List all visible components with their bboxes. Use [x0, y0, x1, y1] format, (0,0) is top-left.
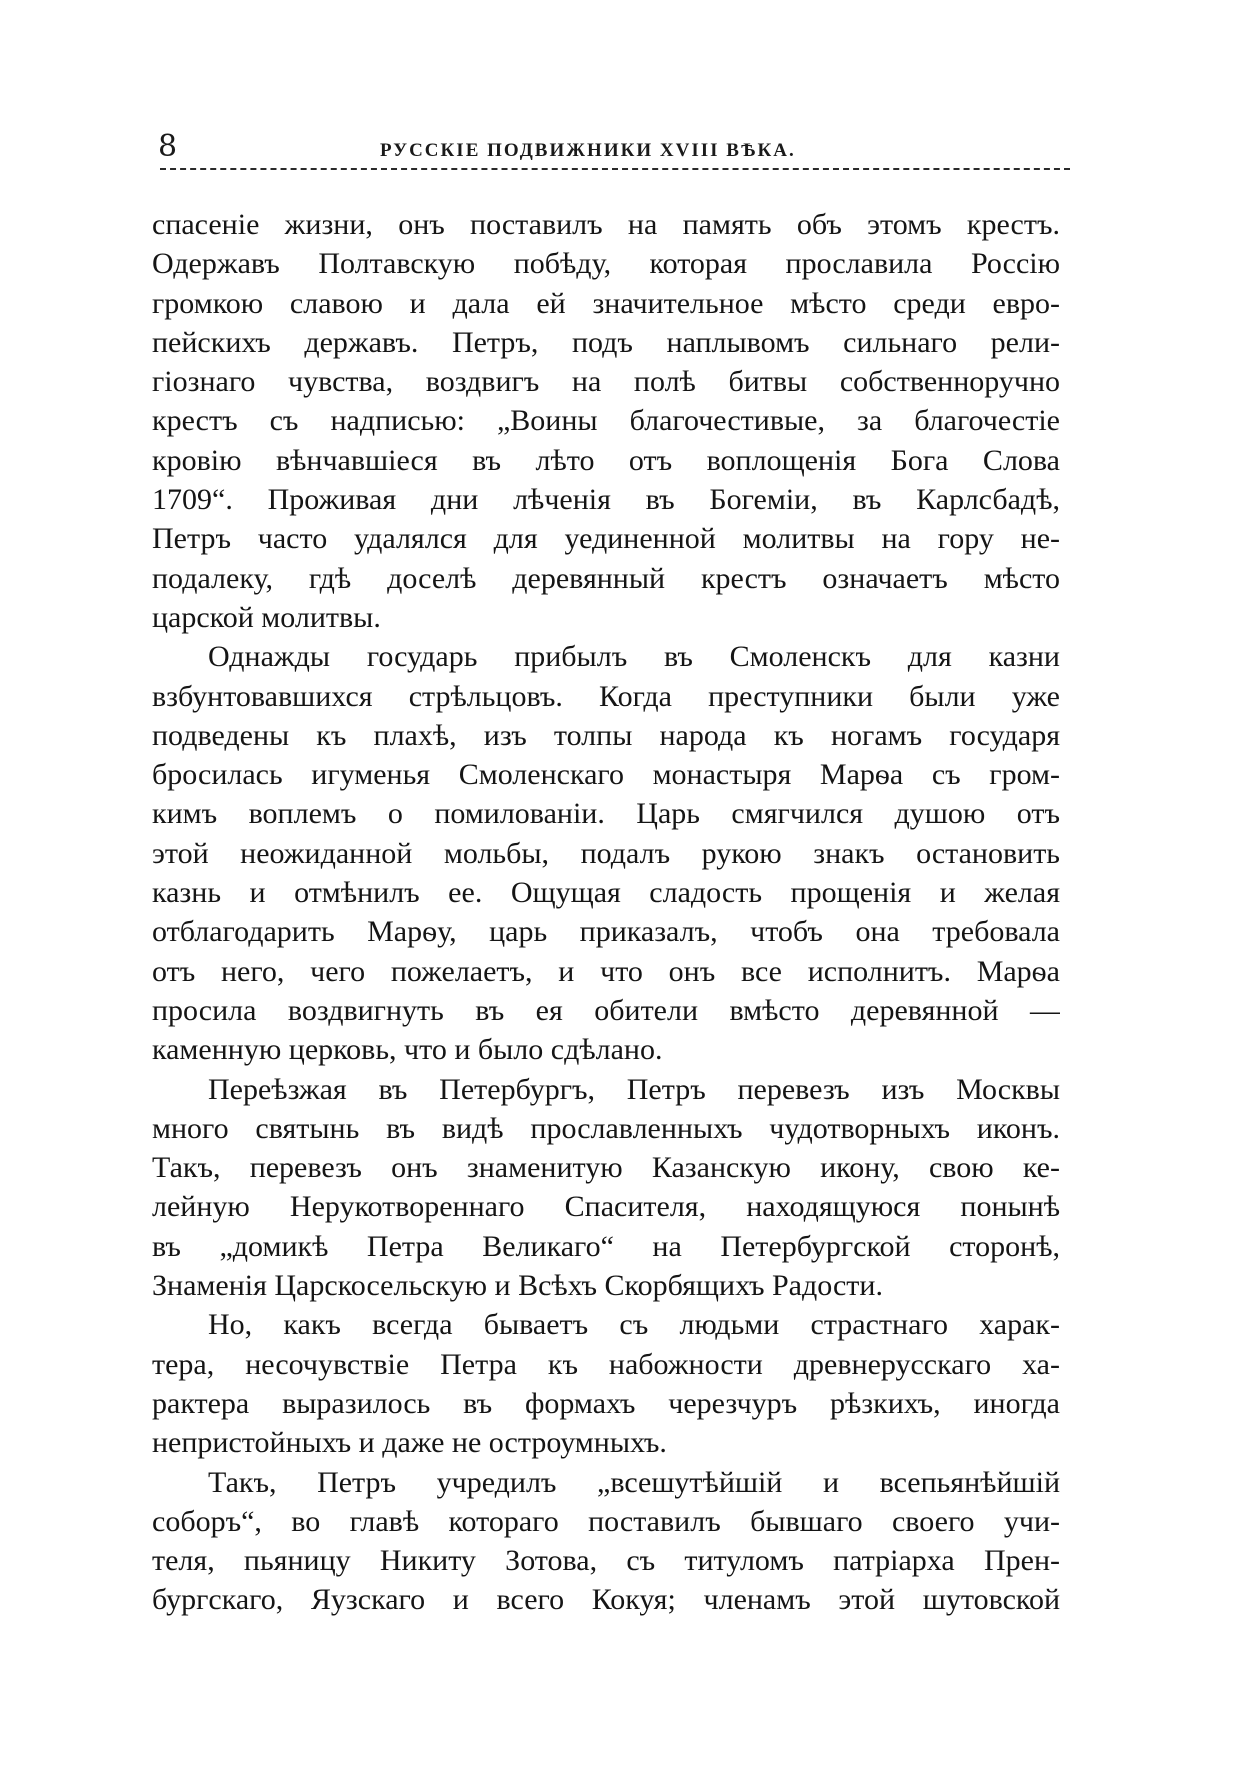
text-line: кимъ воплемъ о помилованіи. Царь смягчился душою отъ [152, 797, 1060, 831]
text-line: пейскихъ державъ. Петръ, подъ наплывомъ сильнаго рели- [152, 325, 1060, 359]
text-line: подведены къ плахѣ, изъ толпы народа къ ногамъ государя [152, 718, 1060, 752]
page-number: 8 [158, 129, 178, 164]
text-line: просила воздвигнуть въ ея обители вмѣсто деревянной — [152, 993, 1060, 1027]
text-line: этой неожиданной мольбы, подалъ рукою знакъ остановить [152, 836, 1060, 870]
text-line: непристойныхъ и даже не остроумныхъ. [152, 1426, 667, 1460]
text-line: Знаменія Царскосельскую и Всѣхъ Скорбящихъ Радости. [152, 1269, 883, 1303]
text-line: Петръ часто удалялся для уединенной молитвы на гору не- [152, 522, 1060, 556]
text-line: взбунтовавшихся стрѣльцовъ. Когда преступники были уже [152, 679, 1060, 713]
text-line: подалеку, гдѣ доселѣ деревянный крестъ означаетъ мѣсто [152, 561, 1060, 595]
text-line: Одержавъ Полтавскую побѣду, которая прославила Россію [152, 247, 1060, 281]
text-line: Однажды государь прибылъ въ Смоленскъ для казни [208, 640, 1060, 674]
text-line: бросилась игуменья Смоленскаго монастыря Марѳа съ гром- [152, 758, 1060, 792]
body-text [152, 205, 1060, 1620]
text-line: Такъ, перевезъ онъ знаменитую Казанскую икону, свою ке- [152, 1151, 1060, 1185]
text-line: въ „домикѣ Петра Великаго“ на Петербургской сторонѣ, [152, 1229, 1060, 1263]
text-line: Переѣзжая въ Петербургъ, Петръ перевезъ изъ Москвы [208, 1072, 1060, 1106]
text-line: 1709“. Проживая дни лѣченія въ Богеміи, въ Карлсбадѣ, [152, 483, 1060, 517]
text-line: рактера выразилось въ формахъ черезчуръ рѣзкихъ, иногда [152, 1386, 1060, 1420]
text-line: много святынь въ видѣ прославленныхъ чудотворныхъ иконъ. [152, 1111, 1060, 1145]
text-line: казнь и отмѣнилъ ее. Ощущая сладость прощенія и желая [152, 876, 1060, 910]
text-line: громкою славою и дала ей значительное мѣсто среди евро- [152, 286, 1060, 320]
text-line: каменную церковь, что и было сдѣлано. [152, 1033, 663, 1067]
text-line: Но, какъ всегда бываетъ съ людьми страстнаго харак- [208, 1308, 1060, 1342]
text-line: крестъ съ надписью: „Воины благочестивые, за благочестіе [152, 404, 1060, 438]
text-line: отблагодарить Марѳу, царь приказалъ, чтобъ она требовала [152, 915, 1060, 949]
text-line: тера, несочувствіе Петра къ набожности древнерусскаго ха- [152, 1347, 1060, 1381]
text-line: кровію вѣнчавшіеся въ лѣто отъ воплощенія Бога Слова [152, 443, 1060, 477]
text-line: соборъ“, во главѣ котораго поставилъ бывшаго своего учи- [152, 1504, 1060, 1538]
header-rule [160, 168, 1070, 170]
text-line: царской молитвы. [152, 600, 381, 634]
running-title: РУССКІЕ ПОДВИЖНИКИ XVIII ВѢКА. [380, 140, 796, 161]
text-line: Такъ, Петръ учредилъ „всешутѣйшій и всепьянѣйшій [208, 1465, 1060, 1499]
text-line: бургскаго, Яузскаго и всего Кокуя; членамъ этой шутовской [152, 1583, 1060, 1617]
text-line: спасеніе жизни, онъ поставилъ на память объ этомъ крестъ. [152, 208, 1060, 241]
text-line: лейную Нерукотвореннаго Спасителя, находящуюся понынѣ [152, 1190, 1060, 1224]
text-line: отъ него, чего пожелаетъ, и что онъ все исполнитъ. Марѳа [152, 954, 1060, 988]
text-line: гіознаго чувства, воздвигъ на полѣ битвы собственноручно [152, 365, 1060, 399]
text-line: теля, пьяницу Никиту Зотова, съ титуломъ патріарха Прен- [152, 1544, 1060, 1578]
